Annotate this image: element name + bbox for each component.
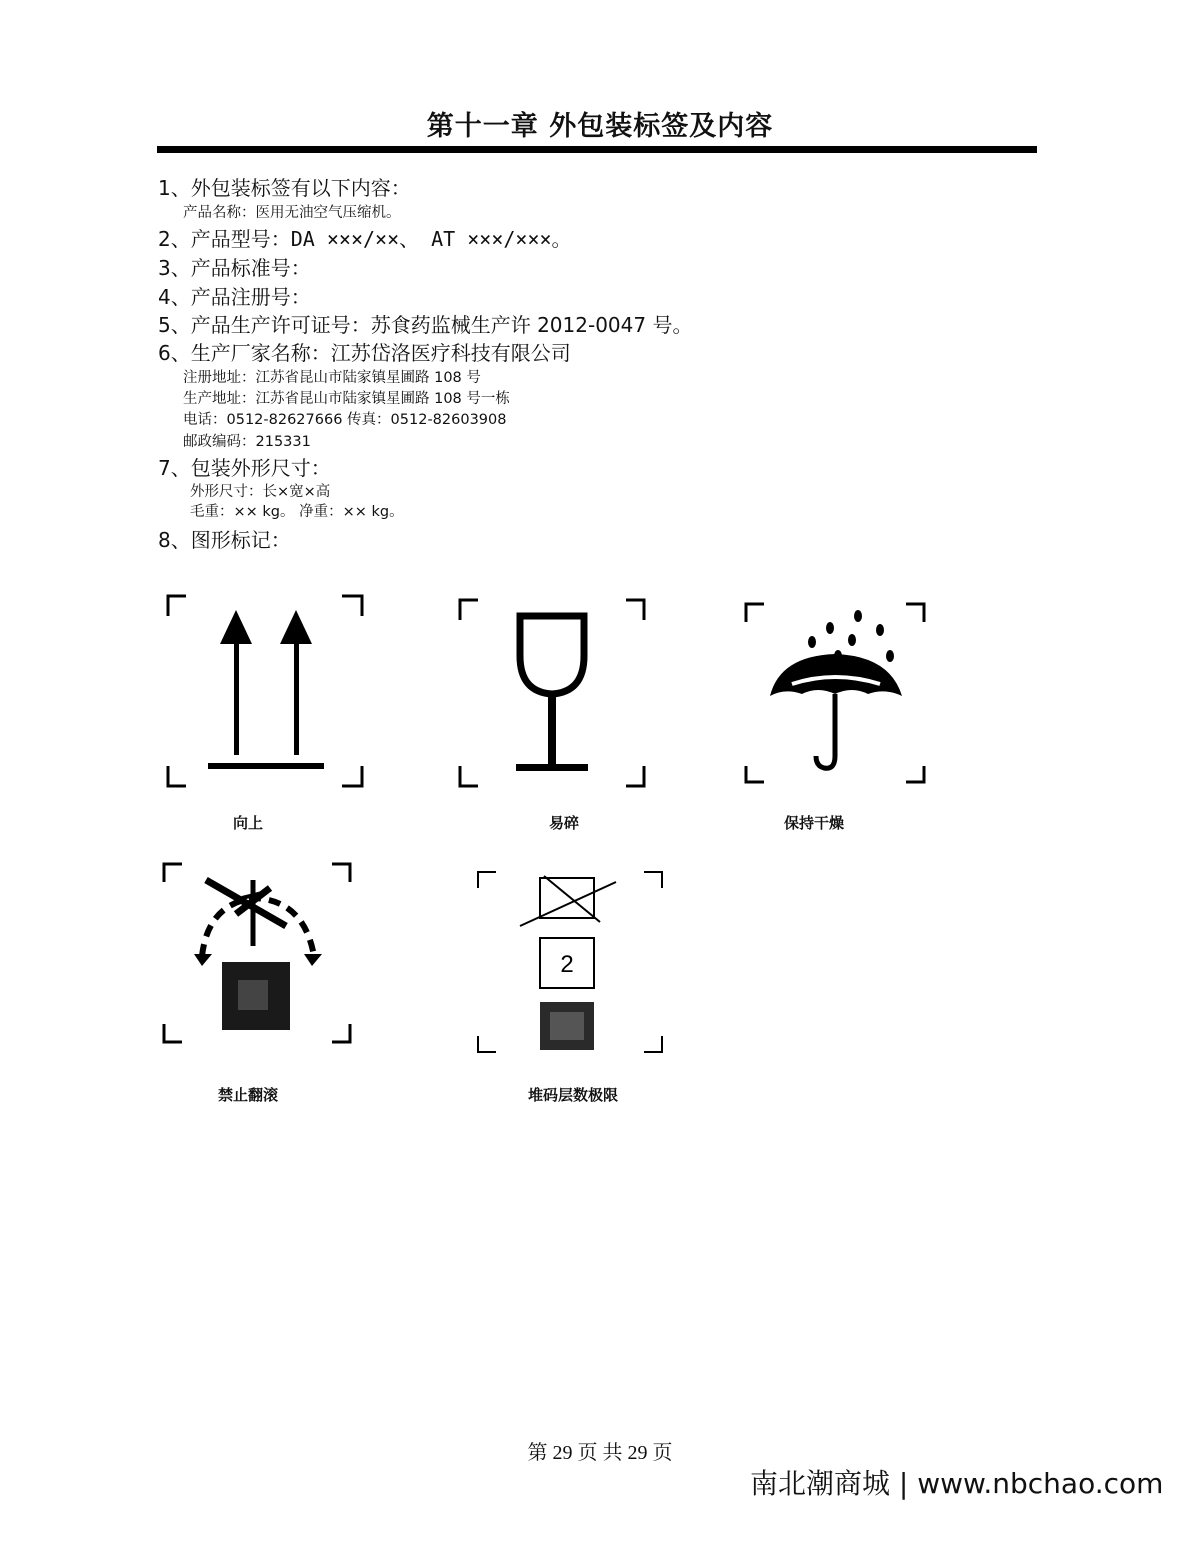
- item-5: 5、产品生产许可证号：苏食药监械生产许 2012-0047 号。: [158, 313, 693, 337]
- arrow-up-icon: [220, 610, 312, 755]
- page-footer: 第 29 页 共 29 页: [527, 1442, 673, 1464]
- item-8: 8、图形标记：: [158, 528, 291, 552]
- umbrella-icon: [770, 654, 902, 768]
- item-6-postal-code: 邮政编码：215331: [183, 434, 311, 450]
- item-6-production-address: 生产地址：江苏省昆山市陆家镇星圃路 108 号一栋: [183, 391, 510, 407]
- item-7-dimensions: 外形尺寸：长×宽×高: [190, 484, 331, 500]
- watermark: 南北潮商城 | www.nbchao.com: [750, 1467, 1164, 1500]
- no-roll-symbol: [158, 858, 358, 1048]
- stack-count-number: 2: [560, 951, 574, 978]
- item-3: 3、产品标准号：: [158, 256, 311, 280]
- up-label: 向上: [232, 814, 263, 832]
- title-divider: [157, 146, 1037, 153]
- keep-dry-label: 保持干燥: [783, 814, 844, 832]
- item-4: 4、产品注册号：: [158, 285, 311, 309]
- page-title: 第十一章 外包装标签及内容: [426, 111, 774, 142]
- item-2-model: DA ×××/××、 AT ×××/×××。: [290, 227, 572, 251]
- item-7: 7、包装外形尺寸：: [158, 456, 331, 480]
- fragile-label: 易碎: [548, 814, 579, 832]
- keep-dry-umbrella-symbol: [740, 598, 930, 788]
- item-6: 6、生产厂家名称：江苏岱洛医疗科技有限公司: [158, 341, 571, 365]
- no-roll-label: 禁止翻滚: [217, 1086, 278, 1104]
- crossed-box-icon: [520, 876, 616, 926]
- item-1: 1、外包装标签有以下内容：: [158, 176, 411, 200]
- item-2-label: 2、产品型号：: [158, 227, 291, 251]
- rain-drops-icon: [808, 610, 894, 662]
- fragile-glass-symbol: [452, 594, 652, 794]
- stack-limit-symbol: [470, 866, 670, 1062]
- item-6-registered-address: 注册地址：江苏省昆山市陆家镇星圃路 108 号: [183, 370, 481, 386]
- item-6-phone-fax: 电话：0512-82627666 传真：0512-82603908: [183, 412, 507, 428]
- up-arrows-symbol: [160, 590, 370, 790]
- item-1-product-name: 产品名称：医用无油空气压缩机。: [183, 205, 401, 221]
- item-7-weight: 毛重：×× kg。 净重：×× kg。: [190, 504, 404, 520]
- item-2: [158, 223, 572, 252]
- glass-icon: [516, 616, 588, 771]
- stack-limit-label: 堆码层数极限: [527, 1086, 618, 1104]
